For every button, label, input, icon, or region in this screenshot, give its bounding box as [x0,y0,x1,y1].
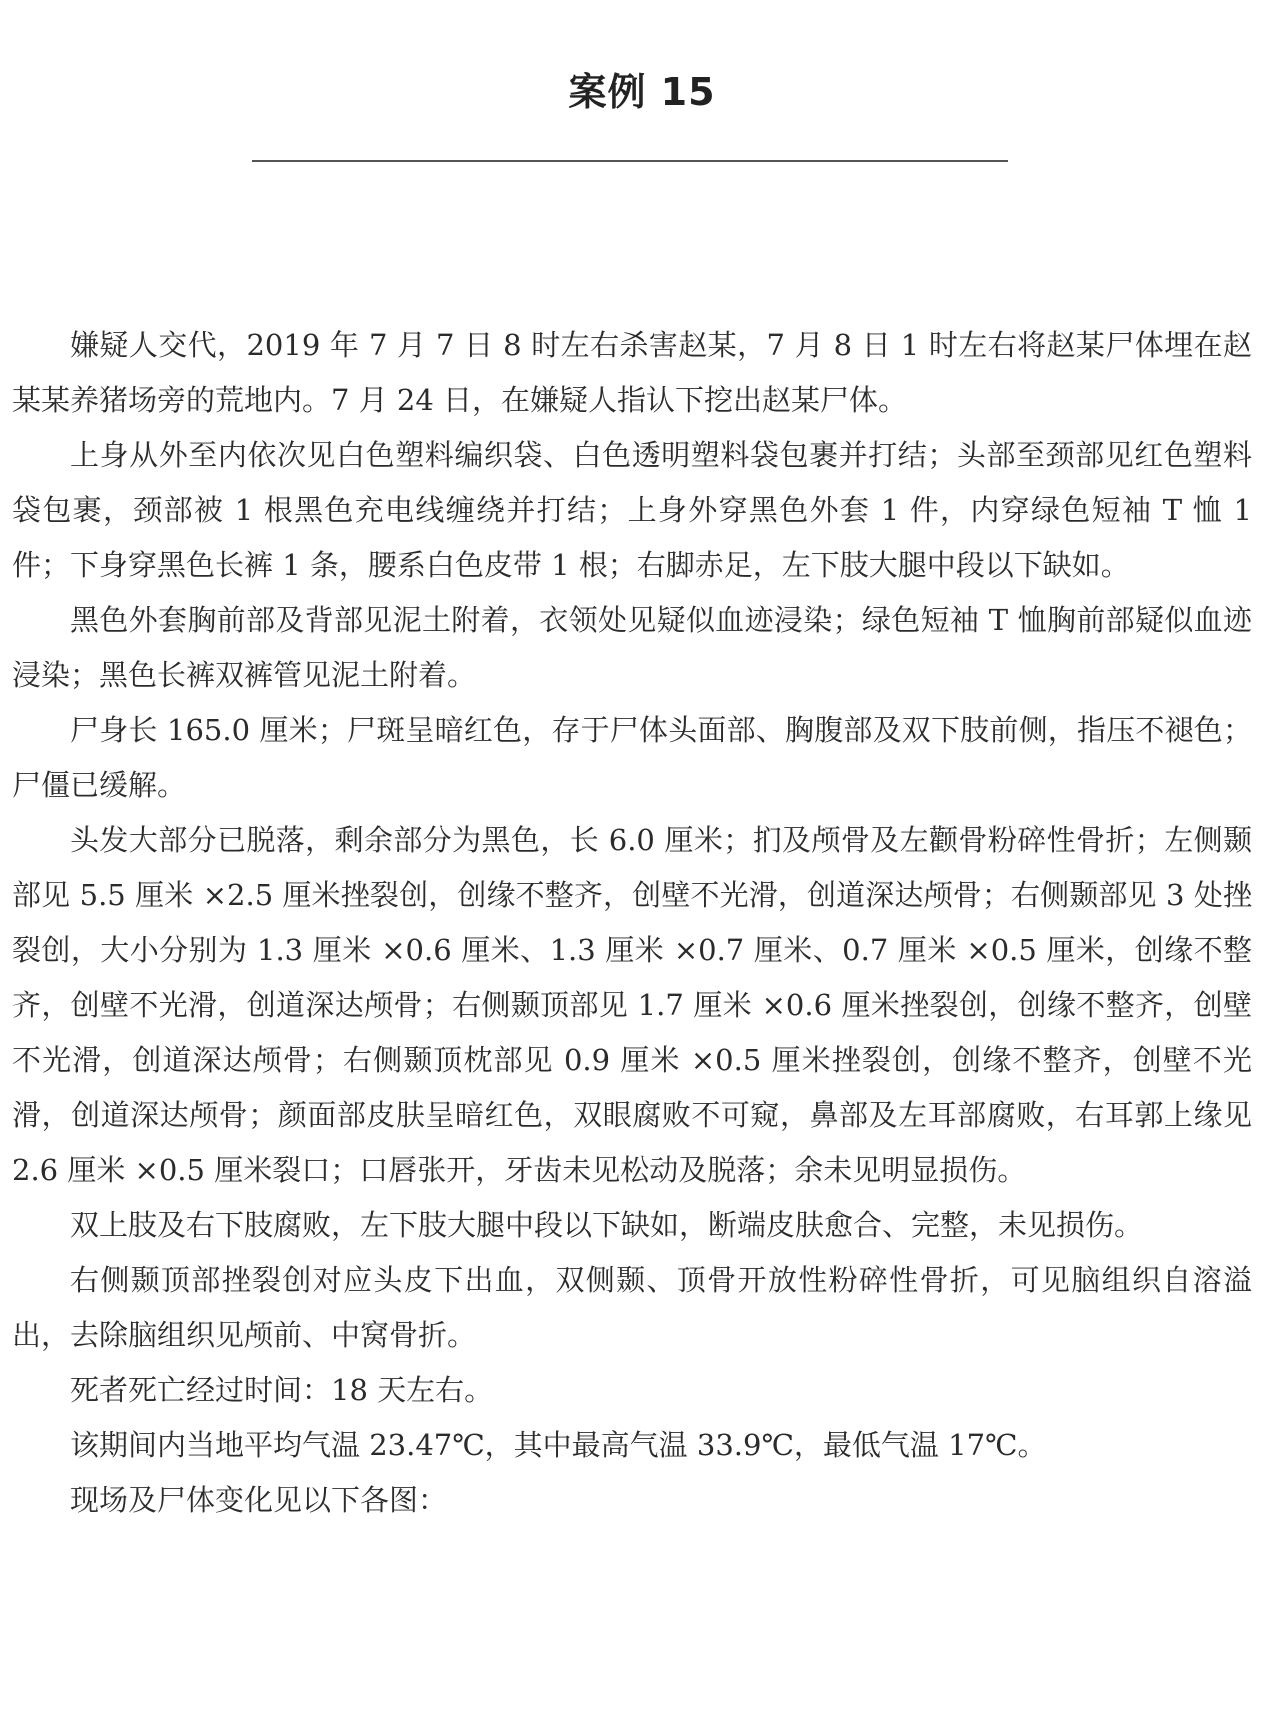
paragraph-confession: 嫌疑人交代，2019 年 7 月 7 日 8 时左右杀害赵某，7 月 8 日 1 时左右将赵某尸体埋在赵某某养猪场旁的荒地内。7 月 24 日，在嫌疑人指认下挖出赵某尸体。 [12,328,1252,417]
paragraph-body-length-livor: 尸身长 165.0 厘米；尸斑呈暗红色，存于尸体头面部、胸腹部及双下肢前侧，指压不褪色；尸僵已缓解。 [12,713,1252,802]
paragraph-temperature: 该期间内当地平均气温 23.47℃，其中最高气温 33.9℃，最低气温 17℃。 [70,1428,1047,1462]
paragraph-limbs: 双上肢及右下肢腐败，左下肢大腿中段以下缺如，断端皮肤愈合、完整，未见损伤。 [70,1208,1144,1242]
case-title: 案例 15 [568,70,716,115]
paragraph-head-injuries: 头发大部分已脱落，剩余部分为黑色，长 6.0 厘米；扪及颅骨及左颧骨粉碎性骨折；左侧颞部见 5.5 厘米 ×2.5 厘米挫裂创，创缘不整齐，创壁不光滑，创道深达颅骨；右侧颞部见 3 处挫裂创，大小分别为 1.3 厘米 ×0.6 厘米、1.3 厘米 ×0.7 厘米、0.7 厘米 ×0.5 厘米，创缘不整齐，创壁不光滑，创道深达颅骨；右侧颞顶部见 1.7 厘米 ×0.6 厘米挫裂创，创缘不整齐，创壁不光滑，创道深达颅骨；右侧颞顶枕部见 0.9 厘米 ×0.5 厘米挫裂创，创缘不整齐，创壁不光滑，创道深达颅骨；颜面部皮肤呈暗红色，双眼腐败不可窥，鼻部及左耳部腐败，右耳郭上缘见 2.6 厘米 ×0.5 厘米裂口；口唇张开，牙齿未见松动及脱落；余未见明显损伤。 [12,823,1252,1187]
case-body [12,318,1252,1528]
paragraph-time-since-death: 死者死亡经过时间：18 天左右。 [70,1373,494,1407]
paragraph-skull-fracture: 右侧颞顶部挫裂创对应头皮下出血，双侧颞、顶骨开放性粉碎性骨折，可见脑组织自溶溢出，去除脑组织见颅前、中窝骨折。 [12,1263,1252,1352]
paragraph-figures-note: 现场及尸体变化见以下各图： [70,1483,448,1517]
title-divider [252,160,1008,162]
paragraph-clothing-stains: 黑色外套胸前部及背部见泥土附着，衣领处见疑似血迹浸染；绿色短袖 T 恤胸前部疑似血迹浸染；黑色长裤双裤管见泥土附着。 [12,603,1252,692]
paragraph-clothing-wrapping: 上身从外至内依次见白色塑料编织袋、白色透明塑料袋包裹并打结；头部至颈部见红色塑料袋包裹，颈部被 1 根黑色充电线缠绕并打结；上身外穿黑色外套 1 件，内穿绿色短袖 T 恤 1 件；下身穿黑色长裤 1 条，腰系白色皮带 1 根；右脚赤足，左下肢大腿中段以下缺如。 [12,438,1252,582]
